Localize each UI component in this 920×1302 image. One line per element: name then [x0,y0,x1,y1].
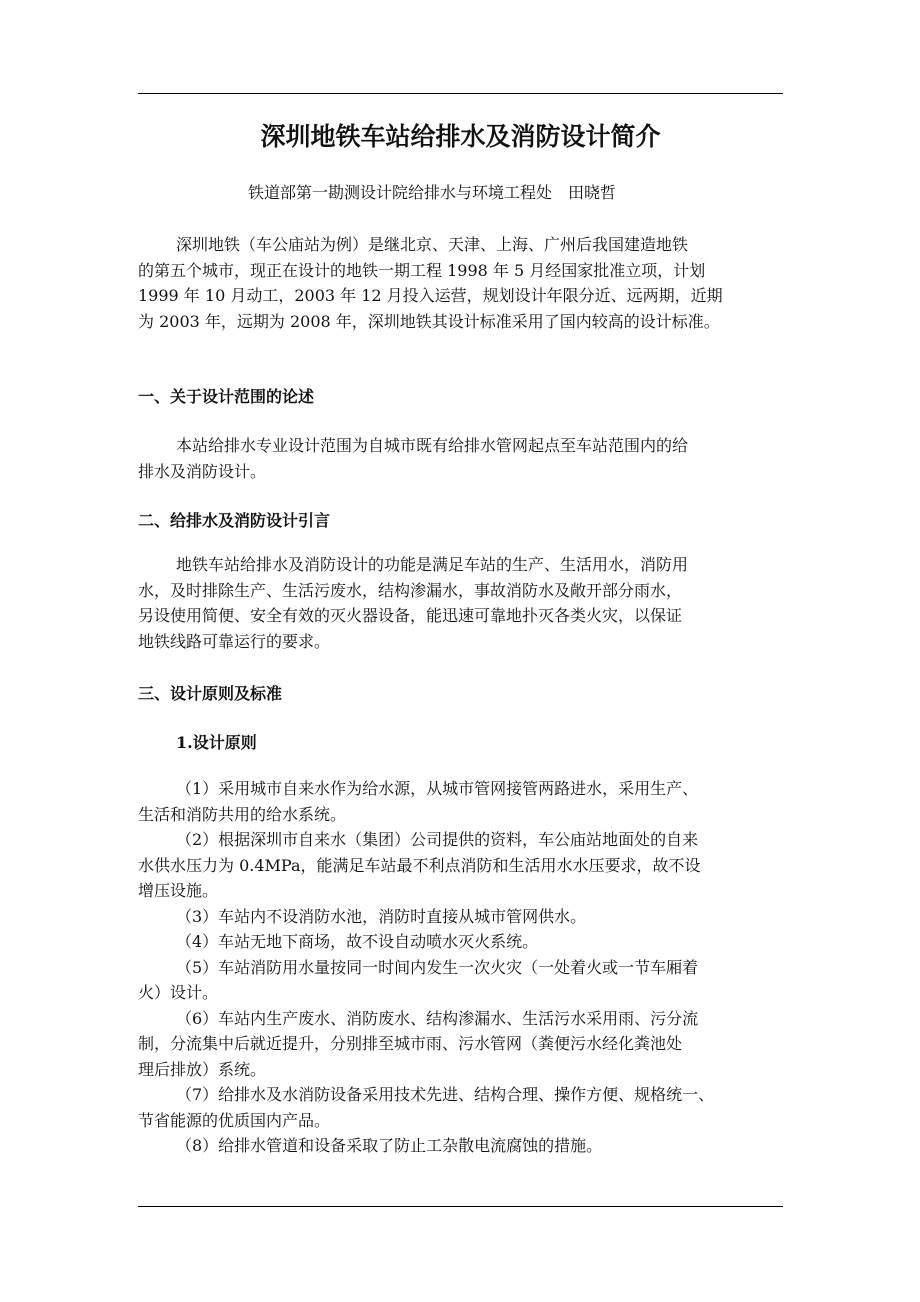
section3-subheading: 1.设计原则 [176,733,257,752]
header-rule [138,93,783,94]
list-item-line: （1）采用城市自来水作为给水源，从城市管网接管两路进水，采用生产、 [176,779,699,798]
footer-rule [138,1206,783,1207]
list-item-line: （8）给排水管道和设备采取了防止工杂散电流腐蚀的措施。 [176,1136,603,1155]
text-line: 地铁线路可靠运行的要求。 [138,631,331,651]
section3-heading: 三、设计原则及标准 [138,684,283,703]
list-item-line: （3）车站内不设消防水池，消防时直接从城市管网供水。 [176,906,587,926]
text-line: 水，及时排除生产、生活污废水，结构渗漏水，事故消防水及敞开部分雨水， [138,580,683,600]
author-name: 田晓哲 [568,183,617,202]
text-line: 深圳地铁（车公庙站为例）是继北京、天津、上海、广州后我国建造地铁 [176,235,689,254]
document-title: 深圳地铁车站给排水及消防设计简介 [260,122,661,151]
text-line: 排水及消防设计。 [138,461,267,481]
list-item-line: （6）车站内生产废水、消防废水、结构渗漏水、生活污水采用雨、污分流 [176,1008,699,1028]
list-item-line: （7）给排水及水消防设备采用技术先进、结构合理、操作方便、规格统一、 [176,1085,715,1104]
list-item-line: （5）车站消防用水量按同一时间内发生一次火灾（一处着火或一节车厢着 [176,957,699,977]
design-principles-list [138,776,786,1159]
text-line: 本站给排水专业设计范围为自城市既有给排水管网起点至车站范围内的给 [176,436,689,455]
section1-heading: 一、关于设计范围的论述 [138,387,315,406]
list-item-line: 制，分流集中后就近提升，分别排至城市雨、污水管网（粪便污水经化粪池处 [138,1034,683,1053]
list-item-line: 水供水压力为 0.4MPa，能满足车站最不利点消防和生活用水水压要求，故不设 [138,855,701,875]
text-line: 地铁车站给排水及消防设计的功能是满足车站的生产、生活用水，消防用 [176,555,689,574]
list-item-line: 生活和消防共用的给水系统。 [138,804,347,824]
author-organization: 铁道部第一勘测设计院给排水与环境工程处 [248,183,553,202]
list-item-line: （2）根据深圳市自来水（集团）公司提供的资料，车公庙站地面处的自来 [176,830,699,849]
text-line: 另设使用简便、安全有效的灭火器设备，能迅速可靠地扑灭各类火灾，以保证 [138,606,683,625]
section2-heading: 二、给排水及消防设计引言 [138,511,331,530]
text-line: 1999 年 10 月动工，2003 年 12 月投入运营，规划设计年限分近、远两期，近期 [138,286,723,305]
list-item-line: （4）车站无地下商场，故不设自动喷水灭火系统。 [176,932,539,951]
list-item-line: 节省能源的优质国内产品。 [138,1110,331,1130]
author-line [248,180,616,206]
section2-body [138,552,786,654]
list-item-line: 理后排放）系统。 [138,1059,267,1079]
text-line: 为 2003 年，远期为 2008 年，深圳地铁其设计标准采用了国内较高的设计标准。 [138,311,720,331]
section1-body [138,433,786,484]
list-item-line: 增压设施。 [138,881,219,900]
text-line: 的第五个城市，现正在设计的地铁一期工程 1998 年 5 月经国家批准立项，计划 [138,260,706,280]
list-item-line: 火）设计。 [138,983,219,1002]
intro-paragraph [138,232,786,334]
